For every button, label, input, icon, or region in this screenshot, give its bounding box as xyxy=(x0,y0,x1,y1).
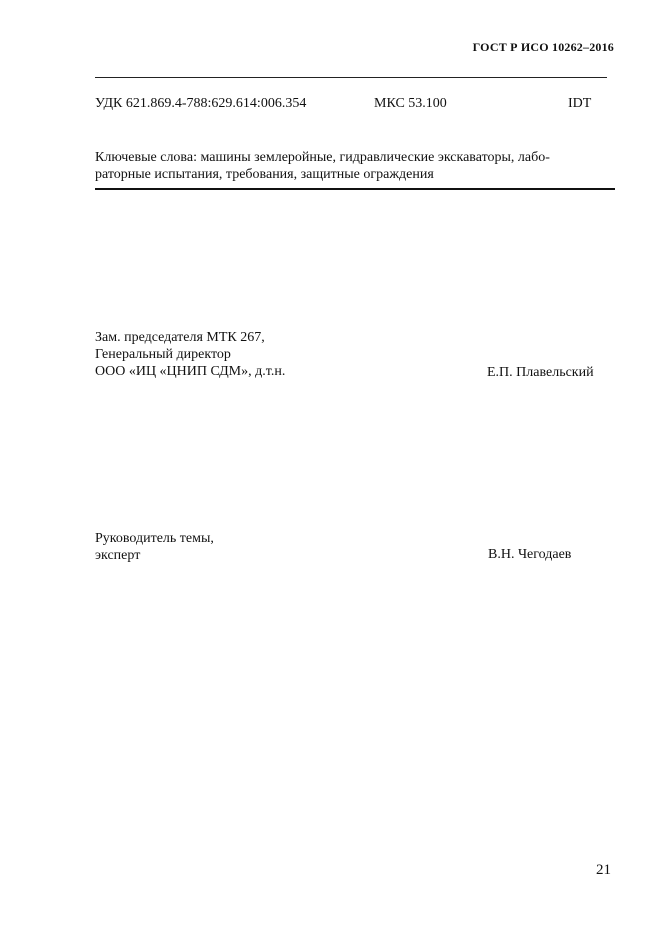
idt-label: IDT xyxy=(568,96,592,111)
signatory-name-2: В.Н. Чегодаев xyxy=(488,547,572,562)
signatory-name-1: Е.П. Плавельский xyxy=(487,365,594,380)
standard-code: ГОСТ Р ИСО 10262–2016 xyxy=(472,40,614,54)
keywords-line: раторные испытания, требования, защитные ограждения xyxy=(95,167,434,182)
keywords-paragraph xyxy=(95,149,611,183)
bottom-divider xyxy=(95,188,615,190)
udk-code: УДК 621.869.4-788:629.614:006.354 xyxy=(95,96,307,111)
keywords-line: Ключевые слова: машины землеройные, гидравлические экскаваторы, лабо- xyxy=(95,150,550,165)
position-line: Зам. председателя МТК 267, xyxy=(95,330,265,345)
position-line: Генеральный директор xyxy=(95,347,231,362)
position-line: ООО «ИЦ «ЦНИП СДМ», д.т.н. xyxy=(95,364,286,379)
mks-code: МКС 53.100 xyxy=(374,96,447,111)
top-divider xyxy=(95,77,607,78)
position-line: эксперт xyxy=(95,548,141,563)
signature-block-1-position xyxy=(95,329,285,380)
page-number: 21 xyxy=(596,862,611,878)
signature-block-2-position xyxy=(95,530,214,564)
position-line: Руководитель темы, xyxy=(95,531,214,546)
